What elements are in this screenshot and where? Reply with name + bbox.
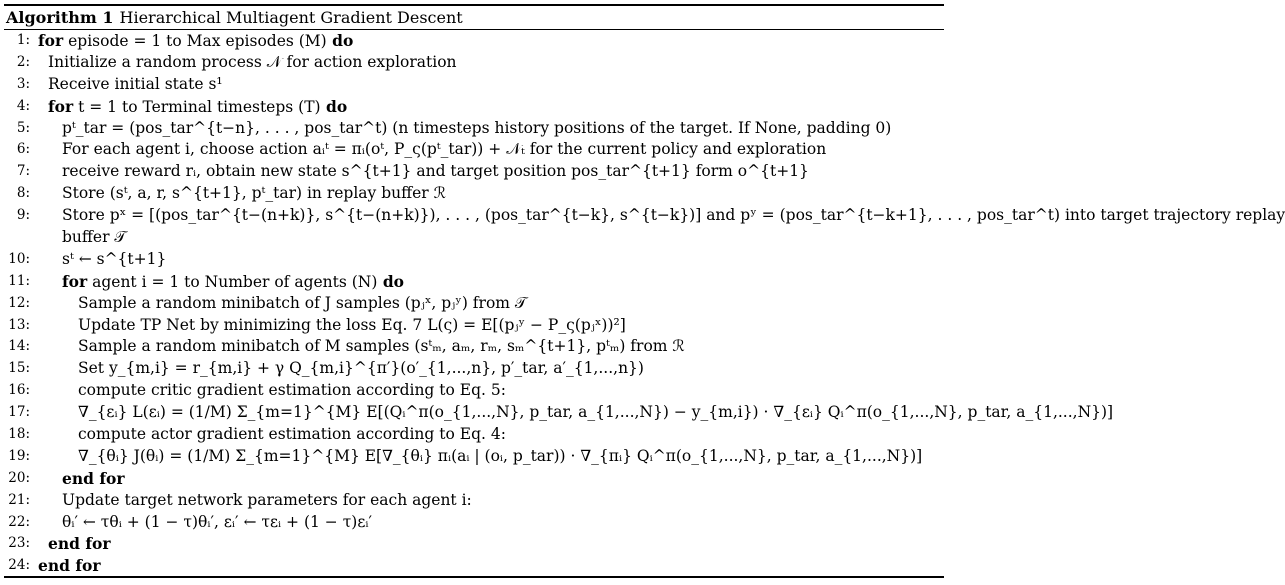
line-text: Sample a random minibatch of M samples (sᵗₘ, aₘ, rₘ, sₘ^{t+1}, pᵗₘ) from ℛ bbox=[78, 337, 685, 356]
line-text: Update target network parameters for each agent i: bbox=[62, 490, 472, 509]
line-text: Store pˣ = [(pos_tar^{t−(n+k)}, s^{t−(n+k)}), . . . , (pos_tar^{t−k}, s^{t−k})] and pʸ = (pos_tar^{t−k+1}, . . . , pos_tar^t) into target trajectory replay bbox=[62, 206, 1285, 225]
algorithm-title: Hierarchical Multiagent Gradient Descent bbox=[119, 8, 463, 27]
line-text: for episode = 1 to Max episodes (M) do bbox=[38, 31, 354, 50]
line-number: 9: bbox=[16, 207, 30, 224]
line-number: 7: bbox=[16, 163, 30, 180]
algo-line-12 bbox=[4, 293, 944, 315]
line-number: 17: bbox=[8, 404, 30, 421]
line-number: 6: bbox=[16, 141, 30, 158]
line-text: compute actor gradient estimation according to Eq. 4: bbox=[78, 425, 506, 444]
line-number: 24: bbox=[8, 557, 30, 574]
line-number: 19: bbox=[8, 447, 30, 464]
line-number: 5: bbox=[16, 119, 30, 136]
line-text: sᵗ ← s^{t+1} bbox=[62, 249, 167, 268]
algo-line-14 bbox=[4, 336, 944, 358]
line-number: 21: bbox=[8, 491, 30, 508]
algo-line-13 bbox=[4, 315, 944, 337]
line-text: Update TP Net by minimizing the loss Eq. 7 L(ς) = E[(pⱼʸ − P_ς(pⱼˣ))²] bbox=[78, 315, 626, 334]
line-number: 1: bbox=[16, 32, 30, 48]
line-number: 18: bbox=[8, 426, 30, 443]
line-number: 4: bbox=[16, 97, 30, 114]
algorithm-lines bbox=[4, 30, 1285, 577]
line-number: 13: bbox=[8, 316, 30, 333]
algo-line-16 bbox=[4, 380, 944, 402]
algo-line-8 bbox=[4, 183, 944, 205]
algo-line-19 bbox=[4, 446, 944, 468]
algo-line-11 bbox=[4, 271, 944, 293]
line-number: 23: bbox=[8, 535, 30, 552]
line-number: 2: bbox=[16, 53, 30, 70]
line-text: buffer 𝒯 bbox=[62, 228, 127, 247]
line-text: end for bbox=[38, 556, 101, 576]
algo-line-7 bbox=[4, 161, 944, 183]
line-text: ∇_{εᵢ} L(εᵢ) = (1/M) Σ_{m=1}^{M} E[(Qᵢ^π(o_{1,...,N}, p_tar, a_{1,...,N}) − y_{m,i}) · ∇_{εᵢ} Qᵢ^π(o_{1,...,N}, p_tar, a_{1,...,N})] bbox=[78, 403, 1114, 422]
line-text: Sample a random minibatch of J samples (pⱼˣ, pⱼʸ) from 𝒯 bbox=[78, 293, 527, 312]
line-text: compute critic gradient estimation according to Eq. 5: bbox=[78, 381, 506, 400]
algorithm-header bbox=[4, 6, 944, 30]
line-text: Initialize a random process 𝒩 for action exploration bbox=[48, 52, 457, 71]
algo-line-10 bbox=[4, 249, 944, 271]
algo-line-20 bbox=[4, 468, 944, 490]
line-number: 20: bbox=[8, 469, 30, 486]
algo-line-1 bbox=[4, 30, 944, 52]
line-number: 14: bbox=[8, 338, 30, 355]
line-text: Store (sᵗ, a, r, s^{t+1}, pᵗ_tar) in replay buffer ℛ bbox=[62, 184, 447, 203]
line-number: 12: bbox=[8, 294, 30, 311]
line-text: end for bbox=[48, 534, 111, 554]
algo-line-21 bbox=[4, 490, 944, 512]
line-number: 11: bbox=[8, 272, 30, 289]
line-number: 15: bbox=[8, 360, 30, 377]
algorithm-box bbox=[4, 4, 1285, 578]
line-number: 8: bbox=[16, 185, 30, 202]
line-text: end for bbox=[62, 468, 125, 488]
algo-line-22 bbox=[4, 512, 944, 534]
line-text: receive reward rᵢ, obtain new state s^{t+1} and target position pos_tar^{t+1} form o^{t+1} bbox=[62, 162, 809, 181]
algo-line-2 bbox=[4, 52, 944, 74]
algo-line-17 bbox=[4, 402, 1114, 424]
algorithm-label: Algorithm 1 bbox=[6, 8, 114, 27]
algo-line-24 bbox=[4, 555, 944, 577]
line-number: 3: bbox=[16, 75, 30, 92]
line-text: ∇_{θᵢ} J(θᵢ) = (1/M) Σ_{m=1}^{M} E[∇_{θᵢ} πᵢ(aᵢ | (oᵢ, p_tar)) · ∇_{πᵢ} Qᵢ^π(o_{1,...,N}, p_tar, a_{1,...,N})] bbox=[78, 446, 923, 465]
algo-line-15 bbox=[4, 358, 944, 380]
algo-line-18 bbox=[4, 424, 944, 446]
line-text: Receive initial state s¹ bbox=[48, 74, 223, 93]
line-number: 22: bbox=[8, 513, 30, 530]
algo-line-4 bbox=[4, 96, 944, 118]
line-text: θᵢ′ ← τθᵢ + (1 − τ)θᵢ′, εᵢ′ ← τεᵢ + (1 − τ)εᵢ′ bbox=[62, 512, 372, 531]
line-text: for agent i = 1 to Number of agents (N) do bbox=[62, 271, 404, 291]
line-text: Set y_{m,i} = r_{m,i} + γ Q_{m,i}^{π′}(o′_{1,...,n}, p′_tar, a′_{1,...,n}) bbox=[78, 359, 644, 378]
line-number: 16: bbox=[8, 382, 30, 399]
line-text: for t = 1 to Terminal timesteps (T) do bbox=[48, 96, 348, 116]
algo-line-5 bbox=[4, 118, 944, 140]
algo-line-9 bbox=[4, 205, 1285, 227]
algo-line-3 bbox=[4, 74, 944, 96]
line-text: pᵗ_tar = (pos_tar^{t−n}, . . . , pos_tar^t) (n timesteps history positions of the target. If None, padding 0) bbox=[62, 118, 892, 137]
line-number: 10: bbox=[8, 250, 30, 267]
algo-line-23 bbox=[4, 533, 944, 555]
algo-line-6 bbox=[4, 139, 944, 161]
line-text: For each agent i, choose action aᵢᵗ = πᵢ(oᵗ, P_ς(pᵗ_tar)) + 𝒩ₜ for the current policy and exploration bbox=[62, 140, 827, 159]
algo-line-9-cont bbox=[4, 227, 944, 249]
